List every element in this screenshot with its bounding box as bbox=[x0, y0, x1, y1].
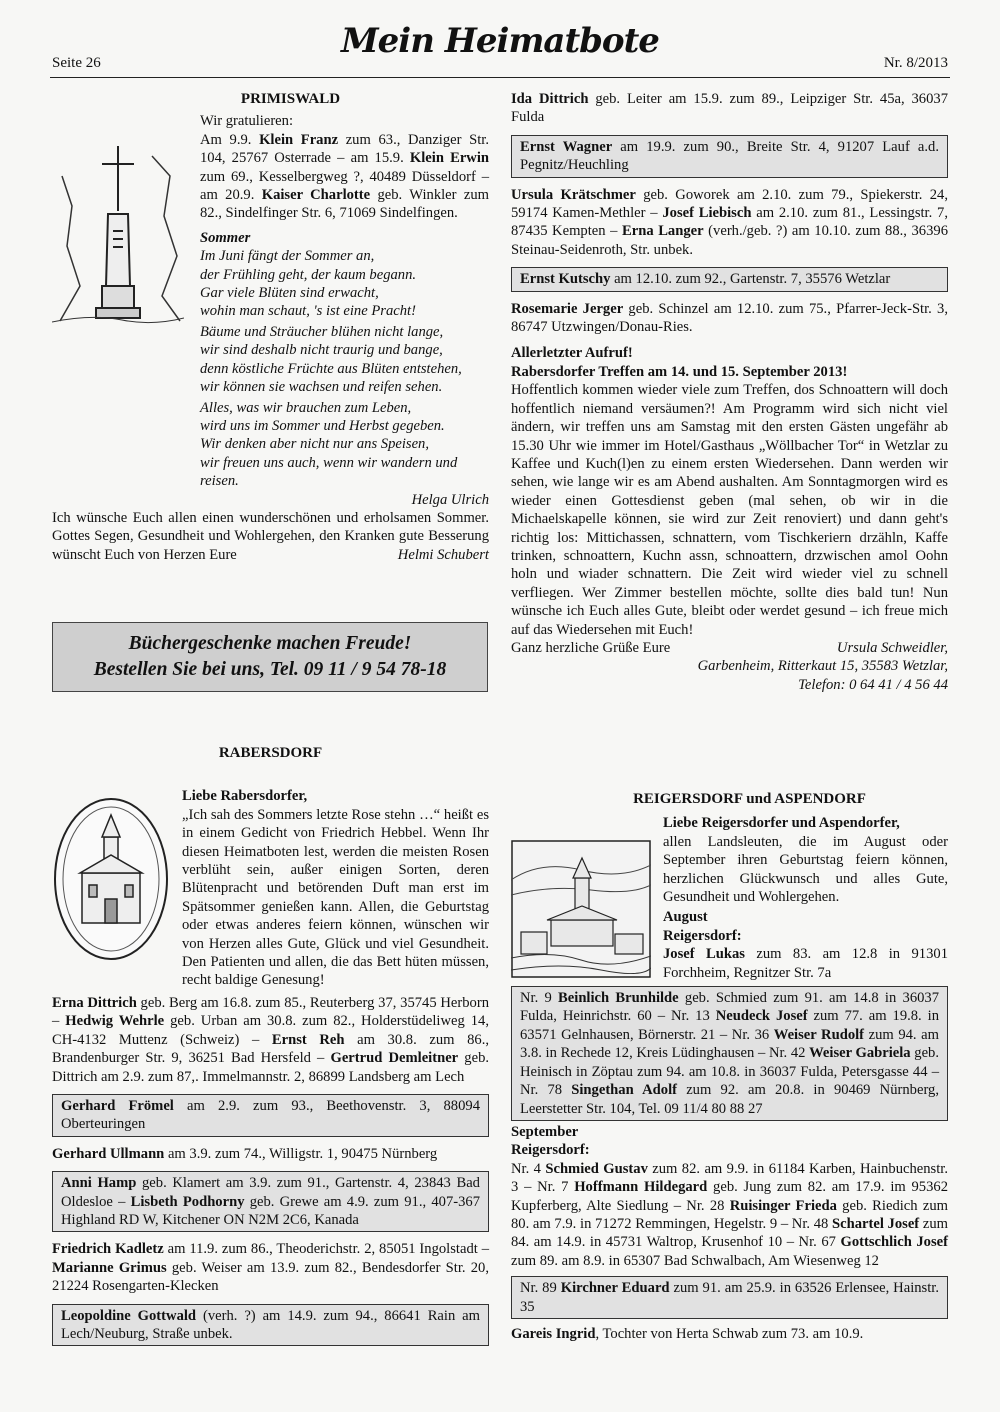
entry-text: geb. Berg am 16.8. zum 85., Reuterberg 37, 35745 Herborn – bbox=[52, 994, 489, 1030]
entry-text: geb. Heinisch in Zöptau zum 94. am 10.8. in 36037 Fulda, Petersgasse 44 – Nr. 78 bbox=[520, 1045, 939, 1099]
intro-text: allen Landsleuten, die im August oder September ihren Geburtstag feiern können, herzlichen Glückwunsch und alles Gute, Gesundheit und Wohlergehen. bbox=[663, 833, 948, 906]
person-name: Kirchner Eduard bbox=[560, 1280, 670, 1297]
birthday-entry bbox=[511, 90, 948, 127]
month-heading-august: August bbox=[663, 909, 708, 926]
birthday-entries bbox=[511, 986, 948, 1121]
person-name: Gerhard Ullmann bbox=[52, 1145, 165, 1162]
poem-stanza-1 bbox=[200, 247, 489, 321]
highlighted-entry bbox=[52, 1171, 489, 1232]
poem-line: wohin man schaut, 's ist eine Pracht! bbox=[200, 303, 416, 320]
person-name: Friedrich Kadletz bbox=[52, 1241, 164, 1258]
greeting: Liebe Rabersdorfer, bbox=[182, 788, 308, 805]
person-name: Ernst Wagner bbox=[520, 138, 613, 155]
entry-text: geb. Schinzel am 12.10. zum 75., Pfarrer-Jeck-Str. 3, 86747 Utzwingen/Donau-Ries. bbox=[511, 300, 948, 336]
entry-text: zum 83. am 12.8 in 91301 Forchheim, Regnitzer Str. 7a bbox=[663, 946, 948, 981]
entry-text: geb. Klamert am 3.9. zum 91., Gartenstr. 4, 23843 Bad Oldesloe – bbox=[61, 1175, 480, 1210]
person-name: Hoffmann Hildegard bbox=[574, 1179, 708, 1196]
primiswald-title: PRIMISWALD bbox=[240, 91, 341, 107]
entry-text: zum 82. am 9.9. in 61184 Karben, Hainbuchenstr. 3 – Nr. 7 bbox=[511, 1160, 948, 1196]
person-name: Ruisinger Frieda bbox=[729, 1197, 837, 1214]
poem-line: Wir denken aber nicht nur ans Speisen, bbox=[200, 436, 430, 453]
primiswald-section bbox=[52, 90, 489, 564]
highlighted-entry bbox=[52, 1304, 489, 1347]
entry-text: am 30.8. zum 86., Brandenburger Str. 9, 36251 Bad Hersfeld – bbox=[52, 1031, 489, 1067]
person-name: Klein Franz bbox=[259, 131, 339, 148]
highlighted-entry bbox=[511, 986, 948, 1121]
aufruf-heading: Allerletzter Aufruf! bbox=[511, 345, 633, 362]
place-heading: Reigersdorf: bbox=[663, 927, 742, 944]
person-name: Lisbeth Podhorny bbox=[130, 1193, 245, 1210]
person-name: Klein Erwin bbox=[409, 150, 490, 167]
aufruf-text: Hoffentlich kommen wieder viele zum Treffen, dos Schnoattern will doch hoffentlich niemand versäumen?! Am Programm wird sich nicht viel ändern, wir treffen uns am Samstag mit den ersten Gästen ungefähr ab 15.30 Uhr wie immer im Hotel/Gasthaus „Wöllbacher Tor“ in Wetzlar zu Kaffee und Kuch(l)en zu einem ersten Wiedersehen. Dann werden wir sehen, wie lange wir es am Abend aushalten. Am Sonntagmorgen wird es wieder einen Gottesdienst geben (mal sehen, ob wir in die Michaelskapelle können, sie wird zur Zeit renoviert) und dann geht's richtig los: Mittichassen, schnattern, vom Tischkeriern drzähln, Kaffe trinken, schnoattern, Kuchn assn, schnoattern, drzwischen amol Oohn holn und wiader schnattern. Die Zeit wird wieder viel zu schnell verfliegen. Wer Zimmer bestellen möchte, sollte dies bald tun! Nun wünsche ich Euch alles Gute, bleibt oder werdet gesund – ich freue mich auf das Wiedersehen mit Euch! bbox=[511, 382, 948, 638]
signature-address: Garbenheim, Ritterkaut 15, 35583 Wetzlar, bbox=[697, 658, 948, 675]
person-name: Leopoldine Gottwald bbox=[61, 1307, 197, 1324]
entry-text: Nr. 89 bbox=[520, 1280, 561, 1297]
birthday-entry bbox=[52, 994, 489, 1086]
person-name: Rosemarie Jerger bbox=[511, 300, 624, 317]
person-name: Josef Lukas bbox=[663, 946, 745, 963]
header-rule bbox=[50, 77, 950, 78]
aufruf-subheading: Rabersdorfer Treffen am 14. und 15. September 2013! bbox=[511, 363, 848, 380]
person-name: Erna Langer bbox=[622, 223, 704, 240]
person-name: Josef Liebisch bbox=[662, 205, 752, 222]
entry-text: zum 77. am 19.8. in 63571 Gelnhausen, Börnerstr. 21 – Nr. 36 bbox=[520, 1008, 939, 1043]
person-name: Gareis Ingrid bbox=[511, 1325, 596, 1342]
aufruf-closing-line bbox=[511, 639, 948, 657]
birthday-entry bbox=[511, 300, 948, 337]
village-view-illustration bbox=[511, 840, 651, 978]
person-name: Schartel Josef bbox=[832, 1215, 920, 1232]
closing-signature: Helmi Schubert bbox=[397, 546, 489, 563]
poem-line: Bäume und Sträucher blühen nicht lange, bbox=[200, 323, 444, 340]
ad-line-1: Büchergeschenke machen Freude! bbox=[128, 633, 412, 654]
person-name: Gertrud Demleitner bbox=[330, 1050, 459, 1067]
poem-title: Sommer bbox=[200, 229, 251, 246]
birthday-entries bbox=[511, 1160, 948, 1344]
entry-text: geb. Leiter am 15.9. zum 89., Leipziger Str. 45a, 36037 Fulda bbox=[511, 91, 948, 126]
aufruf-closing: Ganz herzliche Grüße Eure bbox=[511, 639, 671, 656]
right-column bbox=[511, 90, 948, 694]
birthday-entries bbox=[52, 994, 489, 1347]
aufruf-section bbox=[511, 344, 948, 694]
person-name: Singethan Adolf bbox=[571, 1082, 677, 1099]
poem-line: denn köstliche Früchte aus Blüten entstehen, bbox=[200, 360, 462, 377]
entry-text: geb. Urban am 30.8. zum 82., Holderstüdeliweg 14, CH-4132 Muttenz (Schweiz) – bbox=[52, 1013, 489, 1048]
person-name: Ernst Kutschy bbox=[520, 271, 611, 288]
person-name: Gottschlich Josef bbox=[840, 1234, 948, 1251]
birthday-entry bbox=[511, 1325, 948, 1343]
poem-line: Alles, was wir brauchen zum Leben, bbox=[200, 399, 412, 416]
birthday-list bbox=[200, 131, 489, 223]
greeting: Liebe Reigersdorfer und Aspendorfer, bbox=[663, 815, 900, 832]
entry-text: am 2.9. zum 93., Beethovenstr. 3, 88094 Oberteuringen bbox=[61, 1097, 480, 1133]
entry-text: , Tochter von Herta Schwab zum 73. am 10.9. bbox=[595, 1325, 864, 1342]
highlighted-entry bbox=[511, 135, 948, 178]
entry-text: geb. Jung zum 82. am 17.9. im 95362 Kupferberg, Alte Siedlung – Nr. 28 bbox=[511, 1179, 948, 1214]
person-name: Marianne Grimus bbox=[52, 1259, 167, 1276]
entry-text: Nr. 9 bbox=[520, 990, 559, 1007]
poem-line: Im Juni fängt der Sommer an, bbox=[200, 248, 375, 265]
wayside-cross-illustration bbox=[52, 136, 184, 326]
birthday-entries bbox=[511, 90, 948, 336]
entry-text: am 3.9. zum 74., Willigstr. 1, 90475 Nürnberg bbox=[164, 1145, 438, 1162]
closing-text bbox=[52, 509, 489, 564]
entry-text: zum 91. am 25.9. in 63526 Erlensee, Hainstr. 35 bbox=[520, 1280, 939, 1315]
entry-text: (verh. ?) am 14.9. zum 94., 86641 Rain am Lech/Neuburg, Straße unbek. bbox=[61, 1307, 481, 1342]
entry-text: geb. Weiser am 13.9. zum 82., Bendesdorfer Str. 20, 21224 Rosengarten-Klecken bbox=[52, 1259, 489, 1295]
birthday-entry bbox=[511, 186, 948, 260]
book-ad-box bbox=[52, 622, 488, 692]
closing-body: Ich wünsche Euch allen einen wunderschönen und erholsamen Sommer. Gottes Segen, Gesundheit und Wohlergehen, den Kranken gute Besserung wünscht Euch von Herzen Eure bbox=[52, 509, 489, 563]
person-name: Kaiser Charlotte bbox=[261, 187, 371, 204]
reigersdorf-section bbox=[511, 790, 948, 1343]
person-name: Weiser Gabriela bbox=[809, 1045, 911, 1062]
entry-text: am 12.10. zum 92., Gartenstr. 7, 35576 Wetzlar bbox=[610, 271, 891, 288]
greeting: Wir gratulieren: bbox=[200, 113, 294, 130]
entry-text: Nr. 4 bbox=[511, 1160, 546, 1177]
birthday-entry bbox=[52, 1240, 489, 1295]
church-emblem-illustration bbox=[52, 795, 170, 963]
entry-text: geb. Schmied zum 91. am 14.8 in 36037 Fulda, Heinrichstr. 60 – Nr. 13 bbox=[520, 990, 940, 1025]
entry-text: zum 84. am 14.9. in 45731 Waltrop, Krusenhof 10 – Nr. 67 bbox=[511, 1215, 948, 1251]
person-name: Neudeck Josef bbox=[715, 1008, 808, 1025]
entry-text: am 19.9. zum 90., Breite Str. 4, 91207 Lauf a.d. Pegnitz/Heuchling bbox=[520, 138, 939, 174]
poem-line: wird uns im Sommer und Herbst gegeben. bbox=[200, 417, 445, 434]
person-name: Ernst Reh bbox=[271, 1031, 345, 1048]
person-name: Beinlich Brunhilde bbox=[558, 990, 679, 1007]
birthday-entry bbox=[52, 1145, 489, 1163]
entry-text: geb. Goworek am 2.10. zum 79., Spiekerstr. 24, 59174 Kamen-Methler – bbox=[511, 186, 948, 222]
place-heading: Reigersdorf: bbox=[511, 1142, 590, 1159]
highlighted-entry bbox=[511, 267, 948, 291]
rabersdorf-section bbox=[52, 744, 489, 1346]
birthday-entry bbox=[511, 1160, 948, 1270]
poem-line: wir sind deshalb nicht traurig und bange, bbox=[200, 342, 443, 359]
entry-text: geb. Riedich zum 80. am 7.9. in 71272 Remmingen, Hegelstr. 9 – Nr. 48 bbox=[511, 1197, 948, 1232]
person-name: Anni Hamp bbox=[61, 1175, 137, 1192]
issue-number: Nr. 8/2013 bbox=[883, 55, 948, 71]
person-name: Hedwig Wehrle bbox=[65, 1013, 165, 1030]
person-name: Ida Dittrich bbox=[511, 91, 589, 107]
highlighted-entry bbox=[511, 1276, 948, 1319]
poem-stanza-3 bbox=[200, 399, 489, 491]
poem-line: wir freuen uns auch, wenn wir wandern und reisen. bbox=[200, 454, 458, 490]
entry-text: (verh./geb. ?) am 10.10. zum 88., 36396 Steinau-Seidenroth, Str. unbek. bbox=[511, 223, 948, 258]
poem-line: der Frühling geht, der kaum begann. bbox=[200, 266, 417, 283]
birthday-entry bbox=[663, 945, 948, 982]
ad-line-2: Bestellen Sie bei uns, Tel. 09 11 / 9 54 78-18 bbox=[93, 659, 447, 680]
masthead-logo: Mein Heimatbote bbox=[341, 21, 659, 61]
person-name: Schmied Gustav bbox=[545, 1160, 648, 1177]
intro-text: „Ich sah des Sommers letzte Rose stehn …“ heißt es in einem Gedicht von Friedrich Hebbel. Wenn Ihr diesen Heimatboten lest, werden die meisten Rosen verblüht sein, außer einigen Sorten, deren Blütenpracht und betörenden Duft man erst im Spätsommer genießen kann. Allen, die Geburtstag oder etwas anderes feiern können, wünschen wir von Herzen alles Gute, Glück und viel Gesundheit. Den Patienten und allen, die das Bett hüten müssen, recht baldige Genesung! bbox=[182, 806, 489, 989]
entry-text: am 11.9. zum 86., Theoderichstr. 2, 85051 Ingolstadt – bbox=[163, 1241, 489, 1258]
person-name: Erna Dittrich bbox=[52, 994, 137, 1011]
entry-text: Am 9.9. bbox=[200, 131, 260, 148]
poem-line: wir können sie wachsen und reifen sehen. bbox=[200, 379, 443, 396]
entry-text: zum 63., Danziger Str. 104, 25767 Osterrade – am 15.9. bbox=[200, 131, 489, 167]
entry-text: geb. Grewe am 4.9. zum 91., 407-367 Highland RD W, Kitchener ON N2M 2C6, Kanada bbox=[61, 1193, 480, 1228]
person-name: Weiser Rudolf bbox=[773, 1026, 865, 1043]
person-name: Ursula Krätschmer bbox=[511, 186, 636, 203]
entry-text: zum 94. am 3.8. in Rechede 12, Kreis Lüdinghausen – Nr. 42 bbox=[520, 1026, 939, 1062]
poem-line: Gar viele Blüten sind erwacht, bbox=[200, 285, 379, 302]
entry-text: zum 69., Kesselbergweg ?, 40489 Düsseldorf – am 20.9. bbox=[200, 168, 489, 204]
highlighted-entry bbox=[52, 1094, 489, 1137]
entry-text: zum 92. am 20.8. in 90469 Nürnberg, Leerstetter Str. 104, Tel. 09 11/4 80 88 27 bbox=[520, 1082, 939, 1117]
poem-stanza-2 bbox=[200, 323, 489, 397]
reigersdorf-title: REIGERSDORF und ASPENDORF bbox=[633, 791, 866, 807]
person-name: Gerhard Frömel bbox=[61, 1097, 174, 1114]
entry-text: geb. Winkler zum 82., Sindelfinger Str. 6, 71069 Sindelfingen. bbox=[200, 187, 489, 222]
signature-name: Ursula Schweidler, bbox=[836, 639, 948, 656]
entry-text: am 2.10. zum 81., Lessingstr. 7, 87435 Kempten – bbox=[511, 205, 948, 240]
month-heading-september: September bbox=[511, 1123, 579, 1140]
page-number: Seite 26 bbox=[52, 55, 101, 71]
poem-author: Helga Ulrich bbox=[411, 491, 489, 508]
entry-text: geb. Dittrich am 2.9. zum 87,. Immelmannstr. 2, 86899 Landsberg am Lech bbox=[52, 1050, 490, 1085]
signature-phone: Telefon: 0 64 41 / 4 56 44 bbox=[798, 676, 948, 693]
entry-text: zum 89. am 8.9. in 65307 Bad Schwalbach, Am Wiesenweg 12 bbox=[511, 1252, 879, 1269]
rabersdorf-title: RABERSDORF bbox=[218, 745, 323, 761]
